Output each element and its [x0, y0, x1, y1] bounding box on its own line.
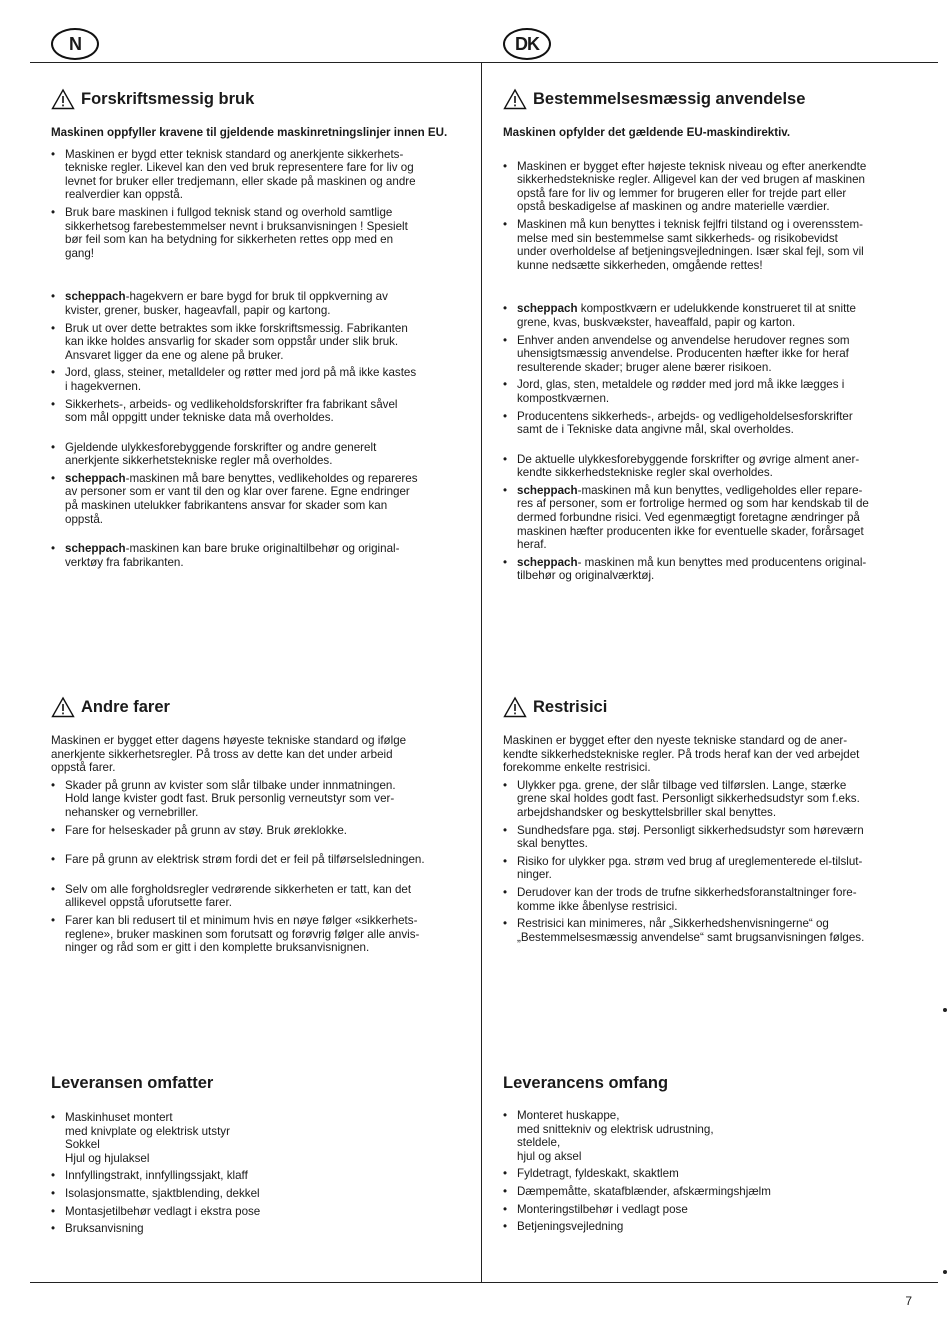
bullet-list: [51, 853, 466, 867]
list-item: • Producentens sikkerheds-, arbejds- og vedligeholdelsesforskrifter samt de i Tekniske data angivne mål, skal overholdes.: [503, 409, 853, 437]
section-heading: [51, 696, 466, 718]
list-item: • Fare for helseskader på grunn av støy. Bruk øreklokke.: [51, 823, 348, 837]
column-divider: [481, 62, 482, 1282]
section-heading: [503, 696, 913, 718]
bullet-list: [503, 160, 913, 273]
list-item: • Maskinen må kun benyttes i teknisk fejlfri tilstand og i overensstem- melse med sin bestemmelse samt sikkerheds- og risikobevidst under overholdelse af betjeningsvejledningen. Især skal fejl, som vil kunne nedsætte sikkerheden, omgående rettes!: [503, 217, 864, 272]
list-item: • Monteret huskappe, med snittekniv og elektrisk udrustning, steldele, hjul og aksel: [503, 1109, 714, 1163]
list-item: • Sundhedsfare pga. støj. Personligt sikkerhedsudstyr som høreværn skal benyttes.: [503, 823, 864, 851]
bullet-list: [51, 779, 466, 837]
top-rule: [30, 62, 938, 63]
bullet-list: [503, 302, 913, 436]
bullet-list: [51, 290, 466, 424]
section-intended-use-dk: [503, 88, 913, 587]
list-item: • Innfyllingstrakt, innfyllingssjakt, klaff: [51, 1169, 248, 1183]
language-badge-danish: DK: [503, 28, 551, 60]
section-intro: Maskinen opfylder det gældende EU-maskindirektiv.: [503, 126, 791, 139]
list-item: • Betjeningsvejledning: [503, 1220, 624, 1234]
list-item: • scheppach-maskinen kan bare bruke originaltilbehør og original- verktøy fra fabrikanten.: [51, 542, 400, 569]
language-badge-norwegian: N: [51, 28, 99, 60]
bullet-list: [503, 1109, 913, 1234]
warning-triangle-icon: [51, 696, 75, 718]
list-item: • Sikkerhets-, arbeids- og vedlikeholdsforskrifter fra fabrikant såvel som mål oppgitt under tekniske data må overholdes.: [51, 397, 398, 425]
scan-speck: [943, 1008, 947, 1012]
list-item: • Skader på grunn av kvister som slår tilbake under innmatningen. Hold lange kvister godt fast. Bruk personlig verneutstyr som ver- nehansker og vernebriller.: [51, 778, 396, 819]
list-item: • scheppach-hagekvern er bare bygd for bruk til oppkverning av kvister, grener, busker, hageavfall, papir og kartong.: [51, 290, 388, 317]
bullet-list: [503, 453, 913, 583]
list-item: • Maskinhuset montert med knivplate og elektrisk utstyr Sokkel Hjul og hjulaksel: [51, 1111, 230, 1165]
list-item: • Risiko for ulykker pga. strøm ved brug af ureglementerede el-tilslut- ninger.: [503, 854, 863, 882]
list-item: • Bruk ut over dette betraktes som ikke forskriftsmessig. Fabrikanten kan ikke holdes ansvarlig for skader som oppstår under slik bruk. Ansvaret ligger da ene og alene på bruker.: [51, 321, 408, 362]
list-item: • Maskinen er bygd etter teknisk standard og anerkjente sikkerhets- tekniske regler. Likevel kan den ved bruk representere fare for liv og levnet for bruker eller tredjemann, eller skade på maskinen og andre realverdier kan oppstå.: [51, 147, 416, 202]
bullet-list: [51, 883, 466, 955]
list-item: • scheppach- maskinen må kun benyttes med producentens original- tilbehør og originalværktøj.: [503, 555, 867, 583]
section-heading: [503, 1073, 913, 1093]
list-item: • Montasjetilbehør vedlagt i ekstra pose: [51, 1204, 261, 1218]
list-item: • Monteringstilbehør i vedlagt pose: [503, 1202, 688, 1216]
list-item: • Ulykker pga. grene, der slår tilbage ved tilførslen. Lange, stærke grene skal holdes godt fast. Personligt sikkerhedsudstyr som f.eks. arbejdshandsker og beskyttelsbriller skal benyttes.: [503, 778, 860, 819]
section-title: Andre farer: [81, 698, 170, 716]
scan-speck: [943, 1270, 947, 1274]
section-intro: Maskinen er bygget etter dagens høyeste tekniske standard og ifølge anerkjente sikkerhetsregler. På tross av dette kan det under arbeid oppstå farer.: [51, 734, 407, 775]
list-item: • Enhver anden anvendelse og anvendelse herudover regnes som uhensigtsmæssig anvendelse. Producenten hæfter ikke for heraf resulterende skader; bruger alene bærer risikoen.: [503, 333, 850, 374]
list-item: • Bruk bare maskinen i fullgod teknisk stand og overhold samtlige sikkerhetsog farebestemmelser nevnt i bruksanvisningen ! Spesielt bør feil som kan ha betydning for sikkerheten rettes opp med en gang!: [51, 205, 408, 260]
section-title: Leverancens omfang: [503, 1074, 669, 1092]
section-intended-use-no: [51, 88, 466, 573]
list-item: • Fare på grunn av elektrisk strøm fordi det er feil på tilførselsledningen.: [51, 853, 425, 867]
list-item: • De aktuelle ulykkesforebyggende forskrifter og øvrige alment aner- kendte sikkerhedstekniske regler skal overholdes.: [503, 452, 860, 480]
page-number: 7: [905, 1294, 912, 1308]
list-item: • Isolasjonsmatte, sjaktblending, dekkel: [51, 1186, 260, 1200]
bullet-list: [51, 1111, 466, 1236]
bullet-list: [51, 441, 466, 527]
list-item: • Farer kan bli redusert til et minimum hvis en nøye følger «sikkerhets- reglene», bruker maskinen som forutsatt og forøvrig følger alle anvis- ninger og råd som er gitt i den komplette bruksanvisnignen.: [51, 913, 420, 955]
section-title: Leveransen omfatter: [51, 1074, 214, 1092]
section-heading: [51, 88, 466, 110]
section-heading: [51, 1073, 466, 1093]
list-item: • Gjeldende ulykkesforebyggende forskrifter og andre generelt anerkjente sikkerhetstekniske regler må overholdes.: [51, 440, 377, 468]
list-item: • Bruksanvisning: [51, 1222, 144, 1236]
list-item: • Jord, glas, sten, metaldele og rødder med jord må ikke lægges i kompostkværnen.: [503, 378, 845, 405]
warning-triangle-icon: [503, 88, 527, 110]
section-residual-risks-dk: [503, 696, 913, 948]
list-item: • scheppach-maskinen må kun benyttes, vedligeholdes eller repare- res af personer, som er fortrolige hermed og som har kendskab til de dermed forbundne risici. Ved egenmægtigt foretagne ændringer på maskinen hæfter producenten ikke for eventuelle skader, forårsaget heraf.: [503, 483, 869, 552]
list-item: • Dæmpemåtte, skatafblænder, afskærmingshjælm: [503, 1184, 771, 1198]
bullet-list: [51, 148, 466, 261]
section-title: Bestemmelsesmæssig anvendelse: [533, 90, 806, 108]
list-item: • scheppach-maskinen må bare benyttes, vedlikeholdes og repareres av personer som er vant til den og klar over farene. Egne endringer på maskinen utelukker fabrikantens ansvar for skader som kan oppstå.: [51, 471, 418, 526]
section-other-hazards-no: [51, 696, 466, 959]
section-delivery-no: [51, 1073, 466, 1240]
bullet-list: [503, 779, 913, 945]
list-item: • Derudover kan der trods de trufne sikkerhedsforanstaltninger fore- komme ikke åbenlyse restrisici.: [503, 885, 857, 913]
list-item: • Maskinen er bygget efter højeste teknisk niveau og efter anerkendte sikkerhedstekniske regler. Alligevel kan der ved brugen af maskinen opstå fare for liv og lemmer for brugeren eller for trejde part eller opstå beskadigelse af maskinen og andre materielle værdier.: [503, 159, 867, 214]
list-item: • scheppach kompostkværn er udelukkende konstrueret til at snitte grene, kvas, buskvækster, haveaffald, papir og karton.: [503, 302, 856, 329]
section-heading: [503, 88, 913, 110]
section-title: Restrisici: [533, 698, 608, 716]
list-item: • Restrisici kan minimeres, når „Sikkerhedshenvisningerne“ og „Bestemmelsesmæssig anvendelse“ samt brugsanvisningen følges.: [503, 917, 865, 944]
section-intro: Maskinen oppfyller kravene til gjeldende maskinretningslinjer innen EU.: [51, 126, 448, 139]
warning-triangle-icon: [51, 88, 75, 110]
section-intro: Maskinen er bygget efter den nyeste tekniske standard og de aner- kendte sikkerhedstekniske regler. På trods heraf kan der ved arbejdet forekomme enkelte restrisici.: [503, 734, 860, 775]
bottom-rule: [30, 1282, 938, 1283]
list-item: • Jord, glass, steiner, metalldeler og røtter med jord på må ikke kastes i hagekvernen.: [51, 366, 417, 393]
bullet-list: [51, 542, 466, 569]
warning-triangle-icon: [503, 696, 527, 718]
list-item: • Fyldetragt, fyldeskakt, skaktlem: [503, 1167, 679, 1181]
list-item: • Selv om alle forgholdsregler vedrørende sikkerheten er tatt, kan det allikevel oppstå uforutsette farer.: [51, 882, 412, 910]
section-title: Forskriftsmessig bruk: [81, 90, 255, 108]
section-delivery-dk: [503, 1073, 913, 1238]
